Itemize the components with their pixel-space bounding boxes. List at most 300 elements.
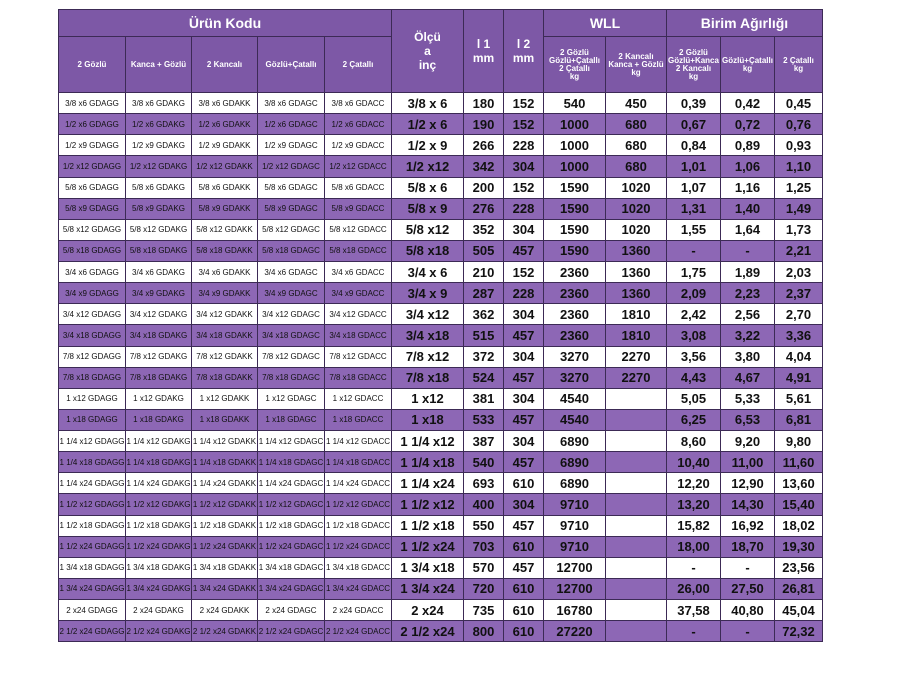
size-cell: 5/8 x12 (392, 219, 464, 240)
weight-cell: 40,80 (721, 600, 775, 621)
product-code-cell: 1 1/4 x12 GDAKG (126, 431, 192, 452)
wll-col-unit: kg (569, 71, 580, 81)
product-code-cell: 7/8 x18 GDAKK (192, 367, 258, 388)
l1-cell: 720 (464, 578, 504, 599)
size-cell: 3/4 x12 (392, 304, 464, 325)
product-code-cell: 7/8 x12 GDAKK (192, 346, 258, 367)
product-code-cell: 3/4 x6 GDAKK (192, 262, 258, 283)
wll-cell: 1020 (606, 177, 667, 198)
weight-cell: 1,31 (667, 198, 721, 219)
product-code-cell: 3/4 x18 GDAGG (59, 325, 126, 346)
size-cell: 1/2 x 6 (392, 114, 464, 135)
weight-cell: 12,90 (721, 473, 775, 494)
spec-table (58, 9, 823, 642)
weight-cell: - (721, 621, 775, 642)
product-code-cell: 1 3/4 x24 GDAGC (258, 578, 325, 599)
wll-cell (606, 431, 667, 452)
weight-cell: - (721, 240, 775, 261)
l1-unit: mm (472, 51, 495, 65)
wll-cell (606, 515, 667, 536)
l1-cell: 200 (464, 177, 504, 198)
weight-cell: 13,20 (667, 494, 721, 515)
product-code-cell: 1 1/2 x24 GDACC (325, 536, 392, 557)
product-code-cell: 3/4 x18 GDAKK (192, 325, 258, 346)
wll-cell (606, 536, 667, 557)
weight-cell: 2,70 (775, 304, 823, 325)
l1-cell: 352 (464, 219, 504, 240)
weight-cell: 0,76 (775, 114, 823, 135)
l2-cell: 152 (504, 114, 544, 135)
size-cell: 7/8 x12 (392, 346, 464, 367)
l2-unit: mm (512, 51, 535, 65)
weight-cell: 0,39 (667, 93, 721, 114)
product-code-cell: 5/8 x12 GDACC (325, 219, 392, 240)
wll-cell: 1810 (606, 304, 667, 325)
weight-cell: 4,67 (721, 367, 775, 388)
weight-cell: 3,80 (721, 346, 775, 367)
product-code-cell: 1/2 x9 GDAGG (59, 135, 126, 156)
wll-cell: 1000 (544, 114, 606, 135)
product-code-cell: 1 3/4 x18 GDAGC (258, 557, 325, 578)
wll-cell: 450 (606, 93, 667, 114)
spec-table-container (58, 9, 823, 642)
l1-cell: 381 (464, 388, 504, 409)
l2-header (504, 10, 544, 93)
product-code-cell: 3/4 x12 GDAGC (258, 304, 325, 325)
product-code-cell: 2 x24 GDAGC (258, 600, 325, 621)
product-code-cell: 1 1/4 x24 GDAGG (59, 473, 126, 494)
product-code-cell: 1 x12 GDAKK (192, 388, 258, 409)
product-code-cell: 1 1/2 x24 GDAKK (192, 536, 258, 557)
product-code-cell: 1 3/4 x18 GDAGG (59, 557, 126, 578)
wll-cell (606, 578, 667, 599)
weight-cell: 1,49 (775, 198, 823, 219)
table-row (59, 325, 823, 346)
l2-cell: 152 (504, 262, 544, 283)
wll-cell: 1360 (606, 240, 667, 261)
product-code-cell: 2 x24 GDAKK (192, 600, 258, 621)
l1-cell: 210 (464, 262, 504, 283)
urun-kodu-header: Ürün Kodu (59, 10, 392, 37)
weight-cell: 27,50 (721, 578, 775, 599)
product-code-cell: 5/8 x18 GDAGC (258, 240, 325, 261)
l1-header (464, 10, 504, 93)
product-code-cell: 5/8 x12 GDAGC (258, 219, 325, 240)
product-code-cell: 5/8 x12 GDAKK (192, 219, 258, 240)
product-code-cell: 7/8 x12 GDACC (325, 346, 392, 367)
weight-cell: 2,37 (775, 283, 823, 304)
product-code-cell: 3/4 x12 GDAKK (192, 304, 258, 325)
weight-cell: 0,72 (721, 114, 775, 135)
weight-col-unit: kg (742, 63, 753, 73)
wll-cell: 1020 (606, 198, 667, 219)
product-code-cell: 1 x18 GDAKG (126, 409, 192, 430)
weight-cell: 18,70 (721, 536, 775, 557)
l1-cell: 800 (464, 621, 504, 642)
product-code-cell: 5/8 x12 GDAGG (59, 219, 126, 240)
weight-cell: 45,04 (775, 600, 823, 621)
weight-cell: 1,01 (667, 156, 721, 177)
size-cell: 5/8 x 6 (392, 177, 464, 198)
l2-cell: 304 (504, 346, 544, 367)
weight-cell: 1,06 (721, 156, 775, 177)
code-col-header: Kanca + Gözlü (126, 37, 192, 93)
wll-cell: 6890 (544, 431, 606, 452)
weight-cell: 1,55 (667, 219, 721, 240)
l2-cell: 304 (504, 304, 544, 325)
weight-col-header (667, 37, 721, 93)
table-row (59, 346, 823, 367)
product-code-cell: 1 1/4 x24 GDACC (325, 473, 392, 494)
product-code-cell: 1 1/2 x18 GDAGC (258, 515, 325, 536)
product-code-cell: 5/8 x6 GDAGG (59, 177, 126, 198)
wll-cell (606, 409, 667, 430)
table-row (59, 452, 823, 473)
wll-cell (606, 557, 667, 578)
wll-cell: 1360 (606, 283, 667, 304)
wll-cell (606, 473, 667, 494)
table-row (59, 219, 823, 240)
product-code-cell: 3/4 x6 GDAKG (126, 262, 192, 283)
product-code-cell: 3/4 x6 GDACC (325, 262, 392, 283)
wll-cell: 1590 (544, 240, 606, 261)
weight-cell: - (721, 557, 775, 578)
l1-cell: 693 (464, 473, 504, 494)
weight-cell: 2,23 (721, 283, 775, 304)
product-code-cell: 5/8 x6 GDAKK (192, 177, 258, 198)
size-cell: 1 1/4 x18 (392, 452, 464, 473)
product-code-cell: 1 x18 GDAGG (59, 409, 126, 430)
wll-col-unit: kg (631, 67, 641, 77)
size-cell: 1/2 x12 (392, 156, 464, 177)
wll-cell (606, 452, 667, 473)
wll-col-label: 2 Kancalı Kanca + Gözlü (608, 51, 664, 69)
l1-cell: 540 (464, 452, 504, 473)
product-code-cell: 3/8 x6 GDAGC (258, 93, 325, 114)
product-code-cell: 1/2 x12 GDAKK (192, 156, 258, 177)
product-code-cell: 5/8 x9 GDAGG (59, 198, 126, 219)
product-code-cell: 7/8 x12 GDAKG (126, 346, 192, 367)
product-code-cell: 3/4 x9 GDAKK (192, 283, 258, 304)
product-code-cell: 2 x24 GDACC (325, 600, 392, 621)
wll-cell (606, 494, 667, 515)
product-code-cell: 3/4 x12 GDACC (325, 304, 392, 325)
l2-cell: 457 (504, 452, 544, 473)
product-code-cell: 1/2 x9 GDAGC (258, 135, 325, 156)
product-code-cell: 1 1/4 x12 GDACC (325, 431, 392, 452)
product-code-cell: 5/8 x9 GDACC (325, 198, 392, 219)
wll-cell: 9710 (544, 515, 606, 536)
product-code-cell: 1 1/4 x18 GDACC (325, 452, 392, 473)
product-code-cell: 1 1/4 x24 GDAKK (192, 473, 258, 494)
product-code-cell: 5/8 x6 GDAKG (126, 177, 192, 198)
product-code-cell: 1 3/4 x18 GDACC (325, 557, 392, 578)
l2-cell: 228 (504, 198, 544, 219)
l2-cell: 457 (504, 240, 544, 261)
size-cell: 3/4 x 6 (392, 262, 464, 283)
wll-cell: 12700 (544, 578, 606, 599)
wll-cell: 1360 (606, 262, 667, 283)
weight-cell: 9,20 (721, 431, 775, 452)
product-code-cell: 5/8 x12 GDAKG (126, 219, 192, 240)
wll-cell: 6890 (544, 473, 606, 494)
product-code-cell: 1 3/4 x18 GDAKG (126, 557, 192, 578)
weight-col-label: 2 Çatallı (783, 55, 814, 65)
weight-cell: 2,21 (775, 240, 823, 261)
l1-cell: 190 (464, 114, 504, 135)
product-code-cell: 2 1/2 x24 GDAGG (59, 621, 126, 642)
l2-cell: 457 (504, 515, 544, 536)
l2-cell: 457 (504, 367, 544, 388)
size-cell: 5/8 x18 (392, 240, 464, 261)
size-cell: 1 1/4 x24 (392, 473, 464, 494)
weight-col-header (721, 37, 775, 93)
table-row (59, 621, 823, 642)
weight-cell: 2,09 (667, 283, 721, 304)
l2-cell: 304 (504, 388, 544, 409)
product-code-cell: 3/4 x18 GDACC (325, 325, 392, 346)
product-code-cell: 5/8 x18 GDACC (325, 240, 392, 261)
weight-cell: 1,89 (721, 262, 775, 283)
weight-cell: 11,60 (775, 452, 823, 473)
weight-cell: 1,64 (721, 219, 775, 240)
product-code-cell: 1 1/4 x12 GDAGG (59, 431, 126, 452)
table-row (59, 93, 823, 114)
wll-cell: 9710 (544, 494, 606, 515)
weight-cell: 18,00 (667, 536, 721, 557)
product-code-cell: 1 1/2 x18 GDAGG (59, 515, 126, 536)
wll-cell: 2360 (544, 262, 606, 283)
wll-cell: 2360 (544, 283, 606, 304)
size-cell: 1 x12 (392, 388, 464, 409)
weight-cell: 1,75 (667, 262, 721, 283)
size-cell: 1 x18 (392, 409, 464, 430)
weight-cell: 0,89 (721, 135, 775, 156)
product-code-cell: 1 1/2 x18 GDAKK (192, 515, 258, 536)
product-code-cell: 7/8 x18 GDACC (325, 367, 392, 388)
code-col-header: 2 Kancalı (192, 37, 258, 93)
wll-cell: 680 (606, 135, 667, 156)
product-code-cell: 1/2 x6 GDAGC (258, 114, 325, 135)
product-code-cell: 1 1/2 x12 GDAGC (258, 494, 325, 515)
weight-col-header (775, 37, 823, 93)
size-cell: 3/8 x 6 (392, 93, 464, 114)
product-code-cell: 2 1/2 x24 GDACC (325, 621, 392, 642)
wll-cell: 3270 (544, 346, 606, 367)
wll-cell: 6890 (544, 452, 606, 473)
birim-agirligi-header: Birim Ağırlığı (667, 10, 823, 37)
product-code-cell: 2 1/2 x24 GDAGC (258, 621, 325, 642)
table-row (59, 557, 823, 578)
product-code-cell: 1 3/4 x24 GDAKK (192, 578, 258, 599)
wll-cell: 1590 (544, 198, 606, 219)
product-code-cell: 5/8 x18 GDAKK (192, 240, 258, 261)
weight-cell: 5,05 (667, 388, 721, 409)
product-code-cell: 1 1/2 x18 GDACC (325, 515, 392, 536)
product-code-cell: 5/8 x18 GDAGG (59, 240, 126, 261)
table-row (59, 431, 823, 452)
weight-cell: 26,81 (775, 578, 823, 599)
table-row (59, 135, 823, 156)
weight-cell: 37,58 (667, 600, 721, 621)
l1-cell: 266 (464, 135, 504, 156)
product-code-cell: 5/8 x6 GDACC (325, 177, 392, 198)
table-row (59, 473, 823, 494)
product-code-cell: 2 x24 GDAKG (126, 600, 192, 621)
product-code-cell: 1 1/4 x24 GDAGC (258, 473, 325, 494)
product-code-cell: 3/4 x18 GDAGC (258, 325, 325, 346)
weight-cell: 1,16 (721, 177, 775, 198)
product-code-cell: 3/4 x12 GDAKG (126, 304, 192, 325)
weight-cell: 16,92 (721, 515, 775, 536)
product-code-cell: 1/2 x9 GDACC (325, 135, 392, 156)
weight-cell: 14,30 (721, 494, 775, 515)
product-code-cell: 1 x18 GDAKK (192, 409, 258, 430)
product-code-cell: 1 1/2 x24 GDAGG (59, 536, 126, 557)
table-row (59, 156, 823, 177)
l2-cell: 610 (504, 473, 544, 494)
table-row (59, 283, 823, 304)
product-code-cell: 1 1/4 x12 GDAGC (258, 431, 325, 452)
weight-col-label: 2 Gözlü Gözlü+Kanca 2 Kancalı (668, 47, 719, 73)
size-cell: 1 1/2 x18 (392, 515, 464, 536)
weight-cell: 72,32 (775, 621, 823, 642)
product-code-cell: 7/8 x12 GDAGG (59, 346, 126, 367)
size-cell: 1 3/4 x18 (392, 557, 464, 578)
product-code-cell: 1 1/2 x12 GDACC (325, 494, 392, 515)
weight-cell: 11,00 (721, 452, 775, 473)
weight-cell: 3,08 (667, 325, 721, 346)
product-code-cell: 1 3/4 x18 GDAKK (192, 557, 258, 578)
weight-cell: 0,42 (721, 93, 775, 114)
l1-cell: 372 (464, 346, 504, 367)
product-code-cell: 1 1/4 x18 GDAGC (258, 452, 325, 473)
product-code-cell: 1 x12 GDACC (325, 388, 392, 409)
wll-cell (606, 388, 667, 409)
weight-cell: 1,10 (775, 156, 823, 177)
size-cell: 1 1/4 x12 (392, 431, 464, 452)
product-code-cell: 7/8 x18 GDAGG (59, 367, 126, 388)
size-cell: 7/8 x18 (392, 367, 464, 388)
l2-cell: 304 (504, 494, 544, 515)
l2-cell: 610 (504, 536, 544, 557)
product-code-cell: 3/4 x6 GDAGC (258, 262, 325, 283)
wll-cell: 1000 (544, 156, 606, 177)
weight-cell: 10,40 (667, 452, 721, 473)
weight-cell: 1,25 (775, 177, 823, 198)
l2-cell: 304 (504, 431, 544, 452)
l1-cell: 703 (464, 536, 504, 557)
l2-cell: 457 (504, 409, 544, 430)
size-cell: 2 1/2 x24 (392, 621, 464, 642)
wll-cell: 680 (606, 114, 667, 135)
wll-col-header (606, 37, 667, 93)
table-row (59, 578, 823, 599)
table-row (59, 367, 823, 388)
wll-col-header (544, 37, 606, 93)
product-code-cell: 1/2 x12 GDAGC (258, 156, 325, 177)
weight-col-unit: kg (688, 71, 699, 81)
l2-label: l 2 (516, 37, 531, 51)
table-row (59, 114, 823, 135)
product-code-cell: 1 3/4 x24 GDACC (325, 578, 392, 599)
weight-cell: 15,82 (667, 515, 721, 536)
l1-label: l 1 (476, 37, 491, 51)
weight-cell: 4,91 (775, 367, 823, 388)
product-code-cell: 3/4 x6 GDAGG (59, 262, 126, 283)
size-cell: 2 x24 (392, 600, 464, 621)
weight-cell: - (667, 557, 721, 578)
product-code-cell: 5/8 x9 GDAKG (126, 198, 192, 219)
product-code-cell: 3/8 x6 GDACC (325, 93, 392, 114)
product-code-cell: 1 x12 GDAGG (59, 388, 126, 409)
wll-cell: 4540 (544, 409, 606, 430)
weight-cell: 0,67 (667, 114, 721, 135)
product-code-cell: 1 1/2 x24 GDAKG (126, 536, 192, 557)
l2-cell: 610 (504, 578, 544, 599)
product-code-cell: 2 1/2 x24 GDAKK (192, 621, 258, 642)
product-code-cell: 1/2 x12 GDACC (325, 156, 392, 177)
code-col-header: 2 Gözlü (59, 37, 126, 93)
wll-cell: 16780 (544, 600, 606, 621)
wll-cell: 2270 (606, 367, 667, 388)
product-code-cell: 3/4 x9 GDAGC (258, 283, 325, 304)
product-code-cell: 5/8 x9 GDAKK (192, 198, 258, 219)
wll-cell: 1020 (606, 219, 667, 240)
product-code-cell: 1/2 x6 GDACC (325, 114, 392, 135)
l1-cell: 505 (464, 240, 504, 261)
wll-cell: 2360 (544, 304, 606, 325)
l2-cell: 457 (504, 557, 544, 578)
wll-cell: 12700 (544, 557, 606, 578)
product-code-cell: 2 1/2 x24 GDAKG (126, 621, 192, 642)
l1-cell: 287 (464, 283, 504, 304)
product-code-cell: 3/8 x6 GDAKG (126, 93, 192, 114)
wll-cell (606, 621, 667, 642)
product-code-cell: 1 x18 GDACC (325, 409, 392, 430)
weight-cell: 15,40 (775, 494, 823, 515)
weight-cell: 6,53 (721, 409, 775, 430)
l1-cell: 533 (464, 409, 504, 430)
product-code-cell: 1 1/4 x24 GDAKG (126, 473, 192, 494)
l1-cell: 735 (464, 600, 504, 621)
weight-cell: 3,36 (775, 325, 823, 346)
product-code-cell: 1/2 x12 GDAGG (59, 156, 126, 177)
wll-cell: 2270 (606, 346, 667, 367)
weight-col-label: Gözlü+Çatallı (722, 55, 773, 65)
table-row (59, 177, 823, 198)
product-code-cell: 1/2 x9 GDAKK (192, 135, 258, 156)
product-code-cell: 1/2 x6 GDAKG (126, 114, 192, 135)
weight-cell: 0,45 (775, 93, 823, 114)
weight-cell: 0,84 (667, 135, 721, 156)
l2-cell: 304 (504, 219, 544, 240)
product-code-cell: 3/4 x18 GDAKG (126, 325, 192, 346)
weight-cell: 2,03 (775, 262, 823, 283)
weight-cell: 5,61 (775, 388, 823, 409)
wll-cell (606, 600, 667, 621)
product-code-cell: 1 1/2 x18 GDAKG (126, 515, 192, 536)
product-code-cell: 3/8 x6 GDAKK (192, 93, 258, 114)
code-col-header: 2 Çatallı (325, 37, 392, 93)
weight-cell: 26,00 (667, 578, 721, 599)
l2-cell: 228 (504, 283, 544, 304)
product-code-cell: 7/8 x12 GDAGC (258, 346, 325, 367)
table-body (59, 93, 823, 642)
product-code-cell: 1 1/4 x12 GDAKK (192, 431, 258, 452)
l1-cell: 570 (464, 557, 504, 578)
olcu-header (392, 10, 464, 93)
